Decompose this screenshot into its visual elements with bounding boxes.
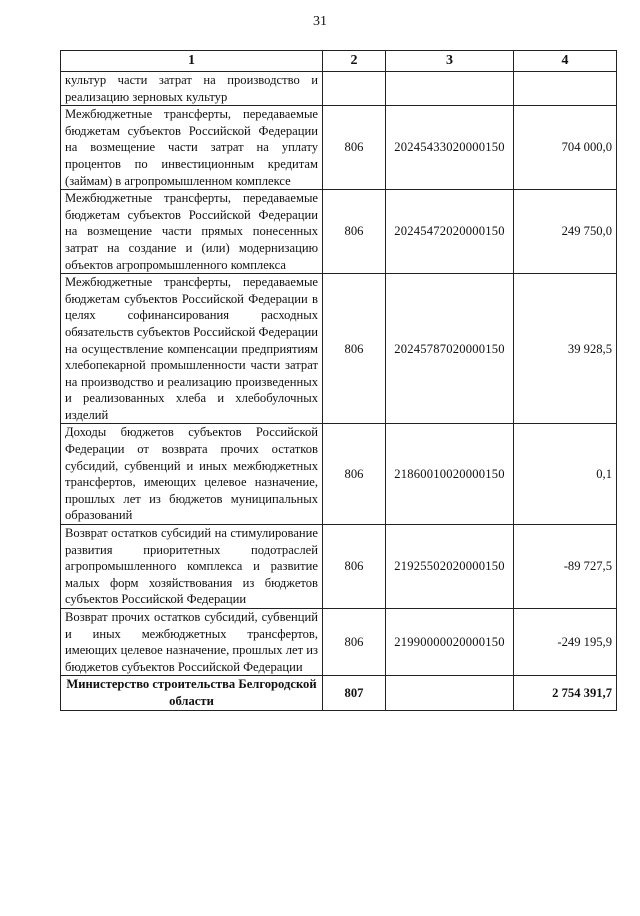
row-admin-code: 806 bbox=[323, 190, 386, 274]
row-budget-code: 21990000020000150 bbox=[386, 609, 514, 676]
row-description: Межбюджетные трансферты, передаваемые бюджетам субъектов Российской Федерации на возмещение части затрат на уплату процентов по инвестиционным кредитам (займам) в агропромышленном комплексе bbox=[61, 106, 323, 190]
row-amount: 0,1 bbox=[514, 424, 617, 525]
row-admin-code bbox=[323, 72, 386, 106]
row-budget-code: 21860010020000150 bbox=[386, 424, 514, 525]
row-description: культур части затрат на производство и реализацию зерновых культур bbox=[61, 72, 323, 106]
column-header-4: 4 bbox=[514, 51, 617, 72]
row-admin-code: 806 bbox=[323, 609, 386, 676]
row-admin-code: 806 bbox=[323, 274, 386, 424]
row-amount: -249 195,9 bbox=[514, 609, 617, 676]
column-header-1: 1 bbox=[61, 51, 323, 72]
total-description: Министерство строительства Белгородской области bbox=[61, 676, 323, 710]
row-admin-code: 806 bbox=[323, 525, 386, 609]
row-budget-code bbox=[386, 72, 514, 106]
table-row bbox=[61, 609, 617, 676]
column-header-3: 3 bbox=[386, 51, 514, 72]
table-header-row bbox=[61, 51, 617, 72]
row-budget-code: 21925502020000150 bbox=[386, 525, 514, 609]
table-row bbox=[61, 72, 617, 106]
total-budget-code bbox=[386, 676, 514, 710]
row-admin-code: 806 bbox=[323, 424, 386, 525]
table-row bbox=[61, 190, 617, 274]
row-description: Доходы бюджетов субъектов Российской Федерации от возврата прочих остатков субсидий, субвенций и иных межбюджетных трансфертов, имеющих целевое назначение, прошлых лет из бюджетов муниципальных образований bbox=[61, 424, 323, 525]
row-description: Возврат остатков субсидий на стимулирование развития приоритетных подотраслей агропромышленного комплекса и развитие малых форм хозяйствования из бюджетов субъектов Российской Федерации bbox=[61, 525, 323, 609]
table-row bbox=[61, 424, 617, 525]
page-number: 31 bbox=[313, 14, 327, 29]
row-description: Возврат прочих остатков субсидий, субвенций и иных межбюджетных трансфертов, имеющих целевое назначение, прошлых лет из бюджетов субъектов Российской Федерации bbox=[61, 609, 323, 676]
row-amount: 704 000,0 bbox=[514, 106, 617, 190]
row-budget-code: 20245787020000150 bbox=[386, 274, 514, 424]
table-row bbox=[61, 274, 617, 424]
row-amount: 39 928,5 bbox=[514, 274, 617, 424]
total-amount: 2 754 391,7 bbox=[514, 676, 617, 710]
row-budget-code: 20245433020000150 bbox=[386, 106, 514, 190]
total-admin-code: 807 bbox=[323, 676, 386, 710]
table-row bbox=[61, 106, 617, 190]
row-admin-code: 806 bbox=[323, 106, 386, 190]
row-budget-code: 20245472020000150 bbox=[386, 190, 514, 274]
row-description: Межбюджетные трансферты, передаваемые бюджетам субъектов Российской Федерации на возмещение части прямых понесенных затрат на создание и (или) модернизацию объектов агропромышленного комплекса bbox=[61, 190, 323, 274]
table-row bbox=[61, 525, 617, 609]
row-amount bbox=[514, 72, 617, 106]
column-header-2: 2 bbox=[323, 51, 386, 72]
budget-table bbox=[60, 50, 617, 711]
table-row-total bbox=[61, 676, 617, 710]
row-description: Межбюджетные трансферты, передаваемые бюджетам субъектов Российской Федерации в целях софинансирования расходных обязательств субъектов Российской Федерации на осуществление компенсации предприятиям хлебопекарной промышленности части затрат на производство и реализацию произведенных и реализованных хлеба и хлебобулочных изделий bbox=[61, 274, 323, 424]
row-amount: 249 750,0 bbox=[514, 190, 617, 274]
row-amount: -89 727,5 bbox=[514, 525, 617, 609]
